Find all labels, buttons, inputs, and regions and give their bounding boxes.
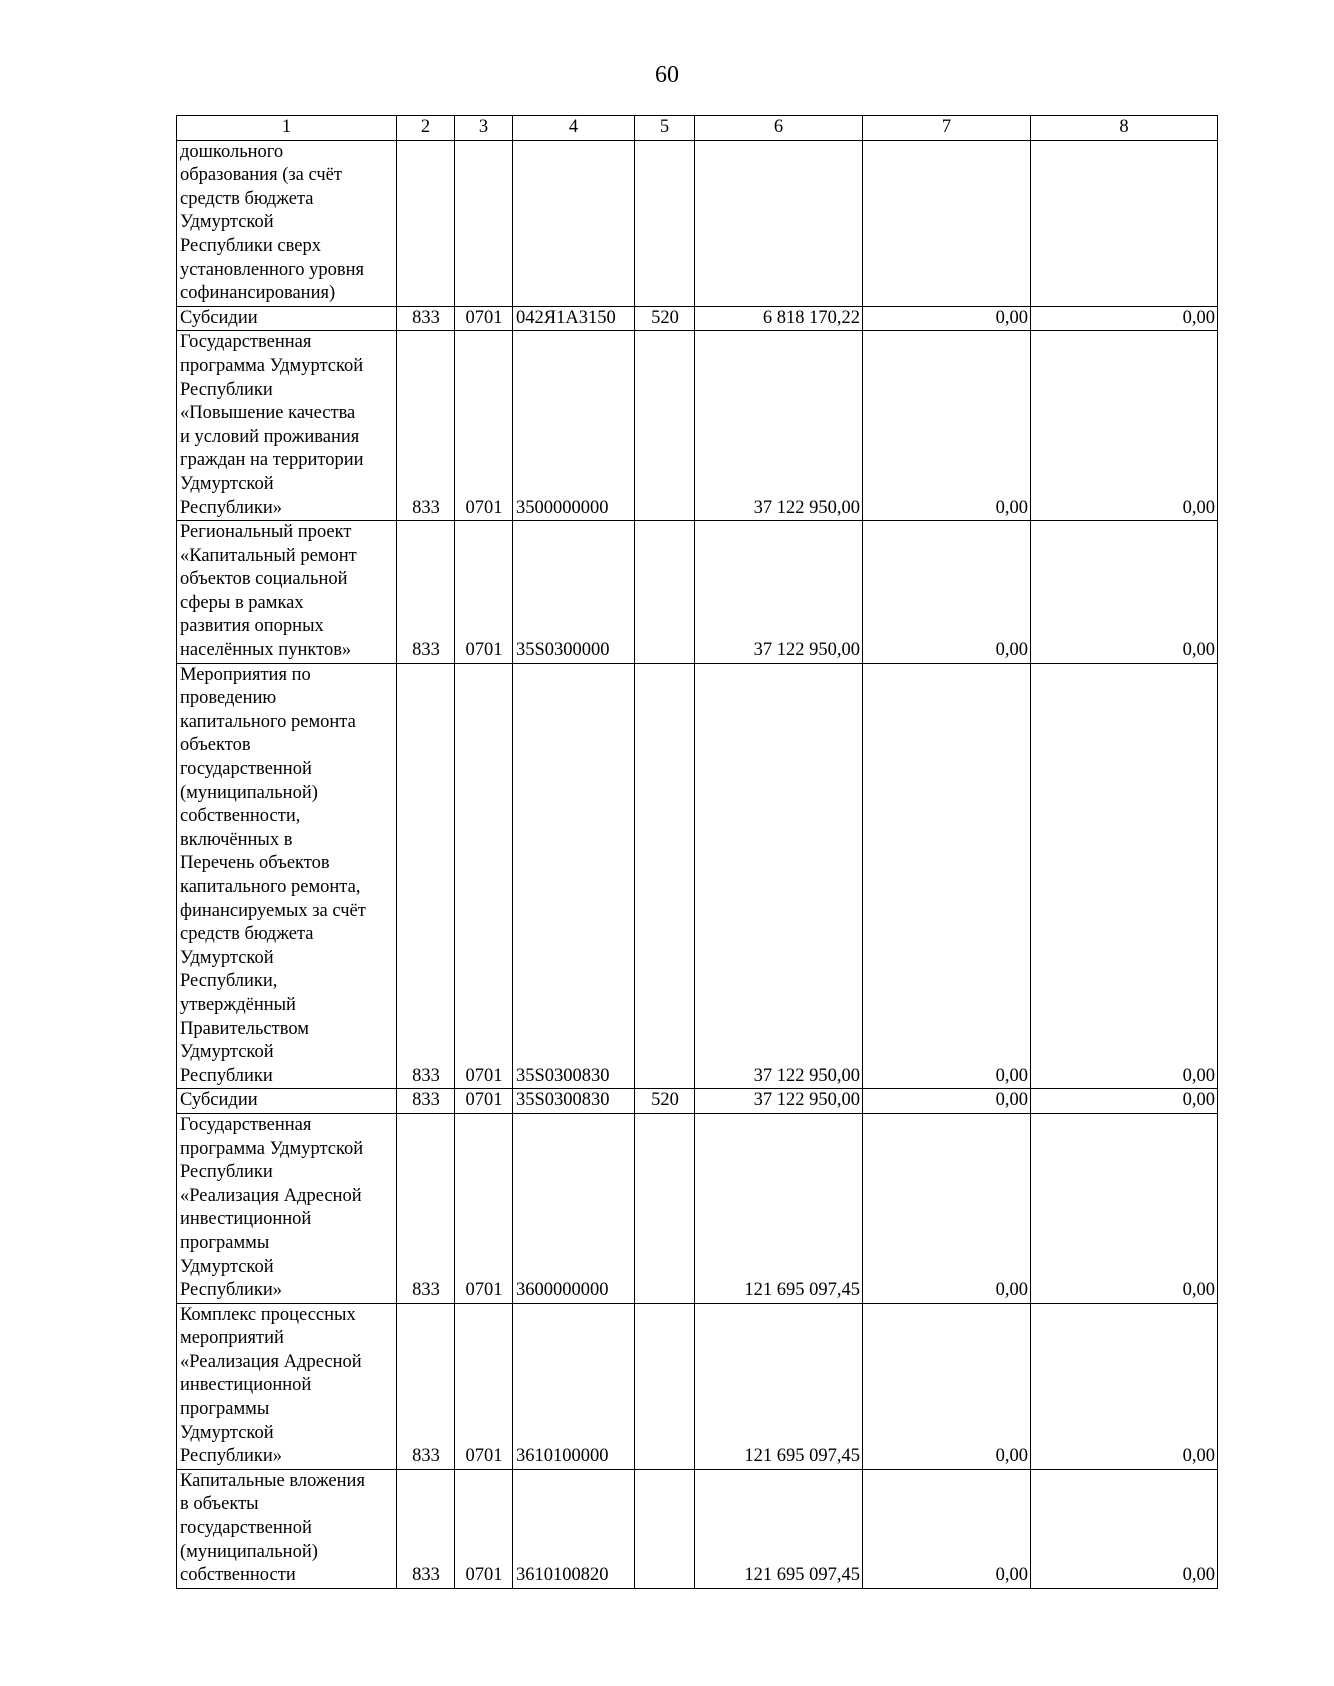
item-name-line: Удмуртской <box>180 212 274 233</box>
item-name-line: установленного уровня <box>180 259 365 280</box>
ministry-code-cell: 833 <box>397 663 455 1089</box>
item-name-line: населённых пунктов» <box>180 640 352 661</box>
expense-type-cell <box>635 1469 695 1588</box>
section-code-cell: 0701 <box>455 1303 513 1469</box>
item-name-cell <box>177 306 397 331</box>
item-name-line: программа Удмуртской <box>180 355 364 376</box>
amount-col6-cell: 37 122 950,00 <box>695 1089 863 1114</box>
table-header-row <box>177 116 1218 141</box>
item-name-line: в объекты <box>180 1494 259 1515</box>
expense-type-cell <box>635 663 695 1089</box>
item-name-line: Комплекс процессных <box>180 1304 356 1325</box>
target-article-cell: 3500000000 <box>513 331 635 521</box>
ministry-code-cell: 833 <box>397 306 455 331</box>
item-name-line: объектов <box>180 735 251 756</box>
ministry-code-cell: 833 <box>397 521 455 664</box>
item-name-line: программы <box>180 1232 270 1253</box>
table-row <box>177 140 1218 306</box>
item-name-line: собственности <box>180 1565 296 1586</box>
column-number-1: 1 <box>177 116 397 141</box>
item-name-line: программы <box>180 1399 270 1420</box>
target-article-cell: 3600000000 <box>513 1113 635 1303</box>
target-article-cell: 3610100820 <box>513 1469 635 1588</box>
item-name-line: «Реализация Адресной <box>180 1185 362 1206</box>
table-row <box>177 521 1218 664</box>
expense-type-cell: 520 <box>635 306 695 331</box>
ministry-code-cell: 833 <box>397 1303 455 1469</box>
expense-type-cell <box>635 331 695 521</box>
section-code-cell: 0701 <box>455 306 513 331</box>
budget-table <box>176 115 1218 1589</box>
column-number-3: 3 <box>455 116 513 141</box>
amount-col7-cell: 0,00 <box>863 663 1031 1089</box>
column-number-5: 5 <box>635 116 695 141</box>
amount-col7-cell: 0,00 <box>863 306 1031 331</box>
item-name-line: государственной <box>180 1518 312 1539</box>
amount-col7-cell: 0,00 <box>863 1303 1031 1469</box>
target-article-cell: 042Я1А3150 <box>513 306 635 331</box>
item-name-cell <box>177 1469 397 1588</box>
item-name-line: Капитальные вложения <box>180 1470 365 1491</box>
item-name-line: Региональный проект <box>180 522 352 543</box>
item-name-line: Удмуртской <box>180 1042 274 1063</box>
item-name-line: включённых в <box>180 829 293 850</box>
item-name-line: Государственная <box>180 332 312 353</box>
amount-col6-cell: 121 695 097,45 <box>695 1303 863 1469</box>
ministry-code-cell: 833 <box>397 1469 455 1588</box>
item-name-line: Удмуртской <box>180 473 274 494</box>
target-article-cell: 3610100000 <box>513 1303 635 1469</box>
section-code-cell: 0701 <box>455 521 513 664</box>
item-name-line: «Повышение качества <box>180 403 356 424</box>
section-code-cell <box>455 140 513 306</box>
column-number-7: 7 <box>863 116 1031 141</box>
item-name-line: объектов социальной <box>180 569 348 590</box>
column-number-4: 4 <box>513 116 635 141</box>
item-name-line: Государственная <box>180 1114 312 1135</box>
item-name-line: Субсидии <box>180 1090 258 1111</box>
amount-col6-cell: 37 122 950,00 <box>695 663 863 1089</box>
column-number-8: 8 <box>1031 116 1218 141</box>
amount-col7-cell: 0,00 <box>863 521 1031 664</box>
item-name-line: дошкольного <box>180 141 284 162</box>
section-code-cell: 0701 <box>455 1469 513 1588</box>
item-name-line: Перечень объектов <box>180 853 330 874</box>
amount-col8-cell: 0,00 <box>1031 1089 1218 1114</box>
section-code-cell: 0701 <box>455 331 513 521</box>
item-name-line: Республики сверх <box>180 235 321 256</box>
item-name-line: Республики» <box>180 497 283 518</box>
item-name-cell <box>177 521 397 664</box>
item-name-line: Республики» <box>180 1280 283 1301</box>
target-article-cell: 35S0300000 <box>513 521 635 664</box>
amount-col6-cell: 6 818 170,22 <box>695 306 863 331</box>
amount-col8-cell: 0,00 <box>1031 1303 1218 1469</box>
item-name-line: Субсидии <box>180 307 258 328</box>
amount-col8-cell <box>1031 140 1218 306</box>
ministry-code-cell <box>397 140 455 306</box>
section-code-cell: 0701 <box>455 1113 513 1303</box>
amount-col6-cell: 37 122 950,00 <box>695 331 863 521</box>
section-code-cell: 0701 <box>455 663 513 1089</box>
amount-col8-cell: 0,00 <box>1031 306 1218 331</box>
amount-col8-cell: 0,00 <box>1031 331 1218 521</box>
item-name-cell <box>177 1113 397 1303</box>
item-name-line: (муниципальной) <box>180 782 318 803</box>
amount-col7-cell: 0,00 <box>863 1113 1031 1303</box>
amount-col7-cell: 0,00 <box>863 1089 1031 1114</box>
item-name-line: инвестиционной <box>180 1209 312 1230</box>
item-name-cell <box>177 1089 397 1114</box>
item-name-line: средств бюджета <box>180 924 314 945</box>
item-name-line: Удмуртской <box>180 947 274 968</box>
expense-type-cell <box>635 140 695 306</box>
amount-col8-cell: 0,00 <box>1031 521 1218 664</box>
item-name-line: средств бюджета <box>180 188 314 209</box>
item-name-line: Республики <box>180 379 273 400</box>
amount-col8-cell: 0,00 <box>1031 663 1218 1089</box>
amount-col6-cell <box>695 140 863 306</box>
item-name-cell <box>177 331 397 521</box>
item-name-line: софинансирования) <box>180 283 336 304</box>
item-name-line: мероприятий <box>180 1328 284 1349</box>
item-name-line: Мероприятия по <box>180 664 311 685</box>
amount-col8-cell: 0,00 <box>1031 1113 1218 1303</box>
item-name-line: образования (за счёт <box>180 165 342 186</box>
table-row <box>177 663 1218 1089</box>
item-name-line: капитального ремонта, <box>180 877 361 897</box>
table-row <box>177 306 1218 331</box>
item-name-line: и условий проживания <box>180 426 360 447</box>
page-number: 60 <box>655 62 679 88</box>
item-name-line: «Реализация Адресной <box>180 1351 362 1372</box>
ministry-code-cell: 833 <box>397 1089 455 1114</box>
item-name-line: программа Удмуртской <box>180 1138 364 1159</box>
ministry-code-cell: 833 <box>397 331 455 521</box>
target-article-cell: 35S0300830 <box>513 1089 635 1114</box>
item-name-line: Удмуртской <box>180 1256 274 1277</box>
table-row <box>177 1089 1218 1114</box>
section-code-cell: 0701 <box>455 1089 513 1114</box>
item-name-line: собственности, <box>180 806 301 827</box>
amount-col7-cell <box>863 140 1031 306</box>
item-name-line: развития опорных <box>180 616 324 637</box>
item-name-line: Республики, <box>180 971 278 992</box>
expense-type-cell <box>635 521 695 664</box>
amount-col6-cell: 121 695 097,45 <box>695 1113 863 1303</box>
amount-col8-cell: 0,00 <box>1031 1469 1218 1588</box>
item-name-cell <box>177 663 397 1089</box>
item-name-line: Удмуртской <box>180 1422 274 1443</box>
table-row <box>177 331 1218 521</box>
target-article-cell <box>513 140 635 306</box>
amount-col7-cell: 0,00 <box>863 331 1031 521</box>
item-name-line: государственной <box>180 759 312 780</box>
item-name-line: капитального ремонта <box>180 711 356 732</box>
item-name-line: (муниципальной) <box>180 1541 318 1562</box>
item-name-line: сферы в рамках <box>180 592 304 613</box>
expense-type-cell <box>635 1113 695 1303</box>
item-name-line: Республики <box>180 1162 273 1183</box>
item-name-line: Республики <box>180 1065 273 1086</box>
amount-col6-cell: 121 695 097,45 <box>695 1469 863 1588</box>
item-name-line: граждан на территории <box>180 450 364 471</box>
ministry-code-cell: 833 <box>397 1113 455 1303</box>
table-row <box>177 1469 1218 1588</box>
expense-type-cell <box>635 1303 695 1469</box>
item-name-line: проведению <box>180 688 277 709</box>
item-name-line: инвестиционной <box>180 1375 312 1396</box>
item-name-cell <box>177 140 397 306</box>
table-row <box>177 1113 1218 1303</box>
item-name-line: Республики» <box>180 1446 283 1467</box>
item-name-line: утверждённый <box>180 994 296 1015</box>
item-name-line: «Капитальный ремонт <box>180 545 357 566</box>
column-number-2: 2 <box>397 116 455 141</box>
expense-type-cell: 520 <box>635 1089 695 1114</box>
item-name-line: финансируемых за счёт <box>180 900 366 921</box>
amount-col7-cell: 0,00 <box>863 1469 1031 1588</box>
item-name-cell <box>177 1303 397 1469</box>
column-number-6: 6 <box>695 116 863 141</box>
item-name-line: Правительством <box>180 1018 309 1039</box>
amount-col6-cell: 37 122 950,00 <box>695 521 863 664</box>
table-row <box>177 1303 1218 1469</box>
target-article-cell: 35S0300830 <box>513 663 635 1089</box>
